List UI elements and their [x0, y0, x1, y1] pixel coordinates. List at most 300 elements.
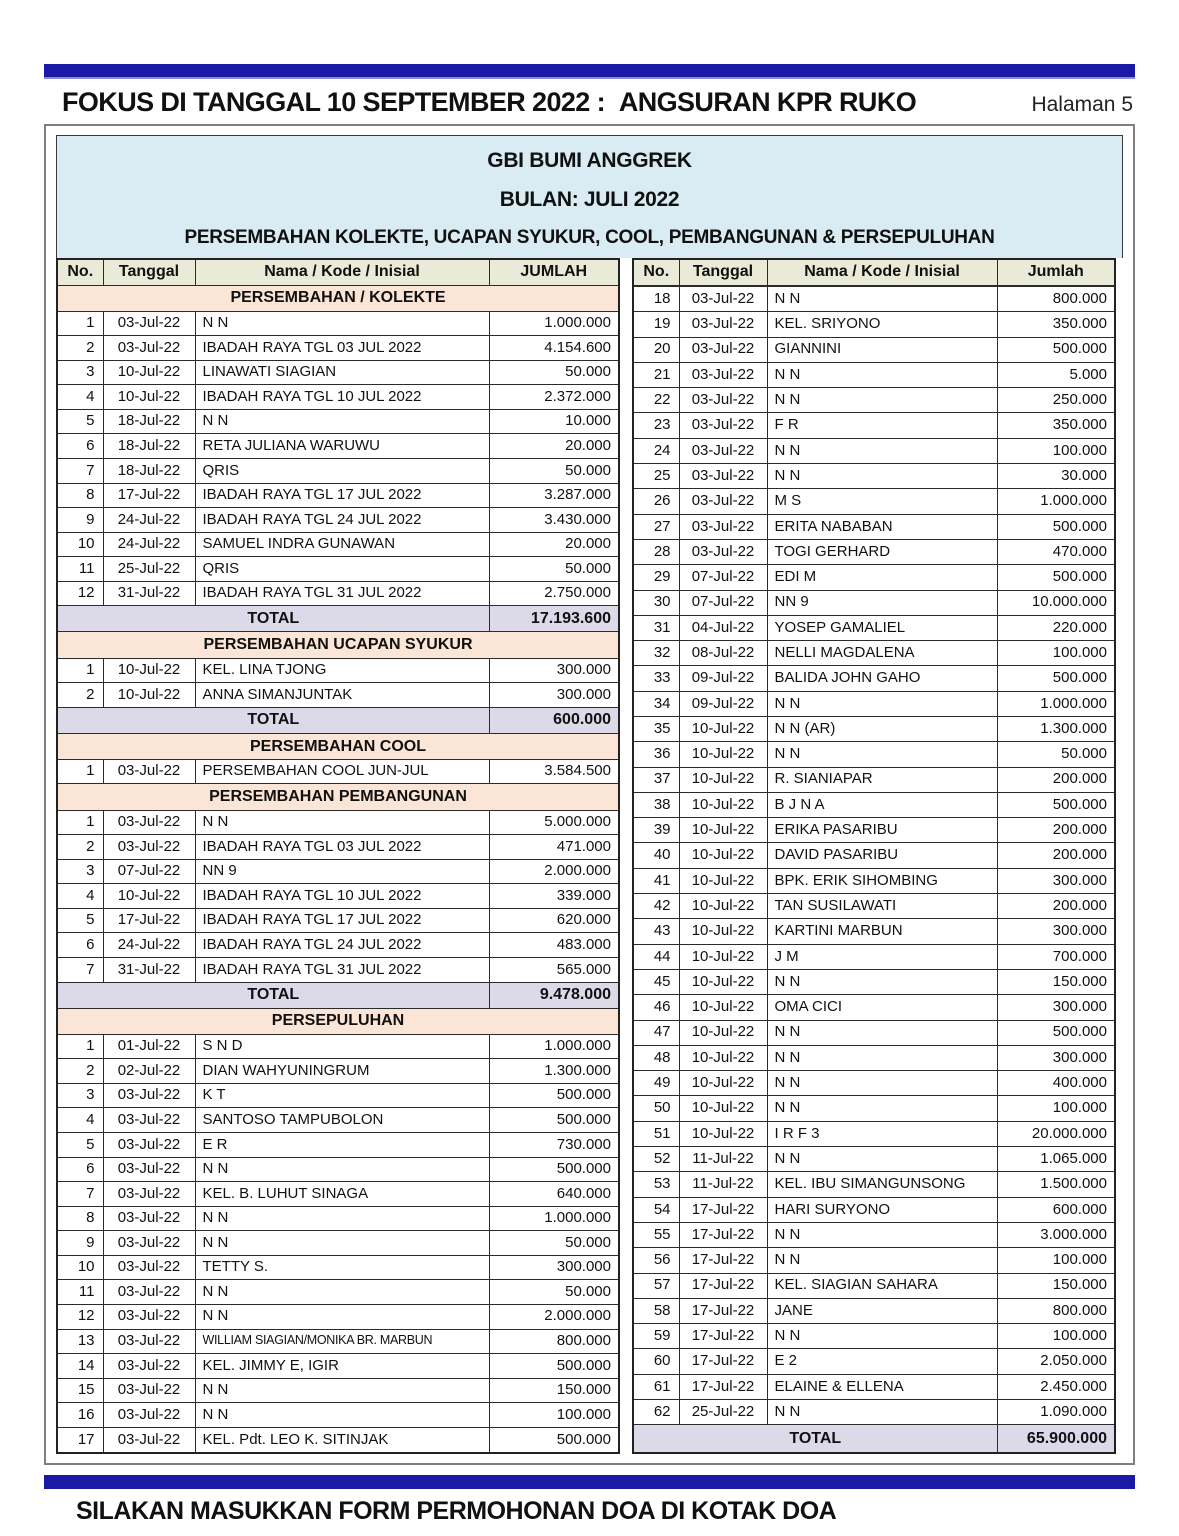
entry-amount: 500.000	[997, 337, 1115, 362]
entry-date: 07-Jul-22	[679, 590, 767, 615]
entry-name: ELAINE & ELLENA	[767, 1374, 997, 1399]
entry-no: 45	[633, 969, 679, 994]
entry-row	[57, 1280, 619, 1305]
entry-amount: 100.000	[997, 438, 1115, 463]
entry-date: 03-Jul-22	[679, 413, 767, 438]
entry-no: 3	[57, 1083, 103, 1108]
entry-date: 10-Jul-22	[103, 884, 195, 909]
section-title: PERSEMBAHAN / KOLEKTE	[57, 285, 619, 311]
entry-name: KEL. Pdt. LEO K. SITINJAK	[195, 1427, 489, 1453]
entry-amount: 500.000	[489, 1083, 619, 1108]
entry-date: 03-Jul-22	[679, 286, 767, 311]
entry-date: 03-Jul-22	[103, 1133, 195, 1158]
entry-date: 10-Jul-22	[103, 683, 195, 708]
entry-amount: 50.000	[489, 458, 619, 483]
entry-amount: 1.090.000	[997, 1400, 1115, 1425]
entry-date: 03-Jul-22	[103, 759, 195, 784]
entry-name: OMA CICI	[767, 995, 997, 1020]
entry-row	[633, 438, 1115, 463]
entry-row	[633, 1349, 1115, 1374]
entry-row	[57, 360, 619, 385]
entry-row	[57, 311, 619, 336]
entry-date: 09-Jul-22	[679, 691, 767, 716]
entry-name: M S	[767, 489, 997, 514]
entry-row	[633, 337, 1115, 362]
entry-no: 61	[633, 1374, 679, 1399]
entry-row	[57, 1206, 619, 1231]
entry-amount: 200.000	[997, 767, 1115, 792]
entry-date: 10-Jul-22	[679, 1071, 767, 1096]
entry-amount: 800.000	[997, 286, 1115, 311]
entry-row	[633, 1273, 1115, 1298]
entry-row	[633, 1298, 1115, 1323]
entry-date: 10-Jul-22	[679, 919, 767, 944]
column-header-amount: JUMLAH	[489, 259, 619, 285]
total-amount: 9.478.000	[489, 982, 619, 1008]
entry-amount: 3.287.000	[489, 483, 619, 508]
entry-amount: 2.372.000	[489, 385, 619, 410]
entry-name: N N	[767, 1147, 997, 1172]
report-month: BULAN: JULI 2022	[499, 188, 680, 211]
entry-date: 03-Jul-22	[679, 312, 767, 337]
entry-date: 10-Jul-22	[679, 742, 767, 767]
entry-amount: 50.000	[489, 557, 619, 582]
entry-row	[633, 362, 1115, 387]
entry-row	[57, 409, 619, 434]
entry-no: 26	[633, 489, 679, 514]
entry-date: 10-Jul-22	[679, 995, 767, 1020]
entry-row	[633, 286, 1115, 311]
entry-date: 11-Jul-22	[679, 1172, 767, 1197]
entry-no: 6	[57, 434, 103, 459]
entry-date: 02-Jul-22	[103, 1059, 195, 1084]
entry-date: 03-Jul-22	[103, 1427, 195, 1453]
entry-no: 1	[57, 311, 103, 336]
entry-name: ERITA NABABAN	[767, 514, 997, 539]
entry-date: 03-Jul-22	[679, 464, 767, 489]
entry-amount: 500.000	[489, 1427, 619, 1453]
total-label: TOTAL	[57, 707, 489, 733]
entry-date: 17-Jul-22	[679, 1349, 767, 1374]
entry-amount: 1.500.000	[997, 1172, 1115, 1197]
entry-no: 1	[57, 658, 103, 683]
entry-row	[633, 388, 1115, 413]
entry-date: 10-Jul-22	[679, 944, 767, 969]
entry-date: 17-Jul-22	[679, 1248, 767, 1273]
entry-no: 44	[633, 944, 679, 969]
entry-amount: 500.000	[997, 565, 1115, 590]
entry-date: 10-Jul-22	[103, 385, 195, 410]
entry-date: 10-Jul-22	[103, 658, 195, 683]
total-amount: 17.193.600	[489, 606, 619, 632]
section-header-row	[57, 1008, 619, 1034]
entry-name: IBADAH RAYA TGL 17 JUL 2022	[195, 483, 489, 508]
entry-no: 8	[57, 1206, 103, 1231]
entry-date: 24-Jul-22	[103, 532, 195, 557]
entry-row	[57, 1304, 619, 1329]
entry-no: 41	[633, 868, 679, 893]
entry-name: N N	[195, 1157, 489, 1182]
entry-row	[57, 1354, 619, 1379]
entry-no: 47	[633, 1020, 679, 1045]
section-header-row	[57, 733, 619, 759]
entry-amount: 250.000	[997, 388, 1115, 413]
entry-name: IBADAH RAYA TGL 10 JUL 2022	[195, 385, 489, 410]
entry-amount: 20.000.000	[997, 1121, 1115, 1146]
entry-row	[633, 691, 1115, 716]
total-row	[57, 707, 619, 733]
section-title: PERSEMBAHAN UCAPAN SYUKUR	[57, 632, 619, 658]
entry-amount: 300.000	[997, 1045, 1115, 1070]
entry-date: 07-Jul-22	[679, 565, 767, 590]
entry-row	[57, 957, 619, 982]
entry-row	[633, 1400, 1115, 1425]
entry-name: N N	[195, 409, 489, 434]
entry-row	[633, 1324, 1115, 1349]
section-title: PERSEMBAHAN PEMBANGUNAN	[57, 784, 619, 810]
entry-name: N N	[767, 1045, 997, 1070]
entry-row	[633, 995, 1115, 1020]
entry-row	[57, 508, 619, 533]
footer-announcement: SILAKAN MASUKKAN FORM PERMOHONAN DOA DI KOTAK DOA	[76, 1497, 837, 1525]
entry-row	[633, 716, 1115, 741]
entry-date: 03-Jul-22	[103, 1108, 195, 1133]
entry-date: 03-Jul-22	[679, 362, 767, 387]
entry-row	[633, 590, 1115, 615]
entry-no: 2	[57, 683, 103, 708]
column-header-row	[633, 259, 1115, 285]
entry-amount: 20.000	[489, 434, 619, 459]
entry-date: 03-Jul-22	[679, 337, 767, 362]
entry-date: 25-Jul-22	[679, 1400, 767, 1425]
entry-amount: 100.000	[997, 641, 1115, 666]
entry-amount: 100.000	[997, 1248, 1115, 1273]
bottom-divider-bar	[44, 1475, 1135, 1489]
entry-no: 11	[57, 557, 103, 582]
entry-date: 03-Jul-22	[103, 835, 195, 860]
entry-no: 55	[633, 1222, 679, 1247]
entry-name: YOSEP GAMALIEL	[767, 615, 997, 640]
entry-amount: 2.000.000	[489, 1304, 619, 1329]
entry-no: 25	[633, 464, 679, 489]
entry-amount: 1.000.000	[489, 1034, 619, 1059]
entry-amount: 470.000	[997, 539, 1115, 564]
entry-date: 17-Jul-22	[103, 483, 195, 508]
entry-name: N N	[767, 1071, 997, 1096]
entry-no: 39	[633, 818, 679, 843]
entry-no: 49	[633, 1071, 679, 1096]
entry-no: 28	[633, 539, 679, 564]
entry-date: 17-Jul-22	[679, 1298, 767, 1323]
entry-name: TOGI GERHARD	[767, 539, 997, 564]
entry-date: 03-Jul-22	[103, 1206, 195, 1231]
entry-row	[633, 1197, 1115, 1222]
entry-no: 11	[57, 1280, 103, 1305]
entry-name: IBADAH RAYA TGL 17 JUL 2022	[195, 908, 489, 933]
entry-no: 48	[633, 1045, 679, 1070]
entry-amount: 200.000	[997, 894, 1115, 919]
entry-no: 12	[57, 1304, 103, 1329]
total-amount: 65.900.000	[997, 1425, 1115, 1453]
entry-no: 24	[633, 438, 679, 463]
page-header	[62, 87, 1133, 118]
entry-row	[633, 666, 1115, 691]
entry-date: 03-Jul-22	[103, 1403, 195, 1428]
church-name: GBI BUMI ANGGREK	[487, 149, 692, 172]
entry-name: BPK. ERIK SIHOMBING	[767, 868, 997, 893]
entry-date: 10-Jul-22	[679, 894, 767, 919]
entry-row	[633, 615, 1115, 640]
entry-amount: 565.000	[489, 957, 619, 982]
entry-no: 4	[57, 1108, 103, 1133]
entry-row	[57, 835, 619, 860]
entry-amount: 2.000.000	[489, 859, 619, 884]
entry-name: N N	[195, 1304, 489, 1329]
column-header-no: No.	[633, 259, 679, 285]
entry-no: 7	[57, 1182, 103, 1207]
entry-row	[633, 1121, 1115, 1146]
entry-name: KARTINI MARBUN	[767, 919, 997, 944]
entry-row	[57, 933, 619, 958]
entry-date: 17-Jul-22	[679, 1324, 767, 1349]
entry-name: IBADAH RAYA TGL 24 JUL 2022	[195, 508, 489, 533]
entry-row	[57, 1329, 619, 1354]
entry-amount: 20.000	[489, 532, 619, 557]
entry-row	[633, 792, 1115, 817]
entry-name: N N	[767, 969, 997, 994]
entry-amount: 300.000	[997, 919, 1115, 944]
entry-no: 1	[57, 810, 103, 835]
entry-amount: 500.000	[997, 1020, 1115, 1045]
entry-row	[57, 1108, 619, 1133]
entry-date: 01-Jul-22	[103, 1034, 195, 1059]
entry-date: 10-Jul-22	[679, 1096, 767, 1121]
entry-no: 10	[57, 532, 103, 557]
entry-name: KEL. IBU SIMANGUNSONG	[767, 1172, 997, 1197]
entry-no: 36	[633, 742, 679, 767]
entry-row	[57, 483, 619, 508]
column-header-row	[57, 259, 619, 285]
entry-row	[633, 969, 1115, 994]
entry-amount: 2.450.000	[997, 1374, 1115, 1399]
entry-name: N N	[767, 742, 997, 767]
column-header-name: Nama / Kode / Inisial	[767, 259, 997, 285]
entry-name: JANE	[767, 1298, 997, 1323]
section-header-row	[57, 784, 619, 810]
entry-amount: 500.000	[489, 1157, 619, 1182]
entry-date: 10-Jul-22	[679, 792, 767, 817]
entry-name: EDI M	[767, 565, 997, 590]
entry-no: 62	[633, 1400, 679, 1425]
total-row	[57, 606, 619, 632]
entry-name: IBADAH RAYA TGL 03 JUL 2022	[195, 835, 489, 860]
entry-row	[57, 1133, 619, 1158]
entry-date: 10-Jul-22	[679, 1045, 767, 1070]
entry-no: 6	[57, 1157, 103, 1182]
entry-name: PERSEMBAHAN COOL JUN-JUL	[195, 759, 489, 784]
entry-amount: 339.000	[489, 884, 619, 909]
entry-name: N N	[195, 1378, 489, 1403]
entry-amount: 200.000	[997, 843, 1115, 868]
entry-no: 52	[633, 1147, 679, 1172]
entry-name: BALIDA JOHN GAHO	[767, 666, 997, 691]
entry-row	[57, 1403, 619, 1428]
entry-no: 5	[57, 1133, 103, 1158]
entry-date: 07-Jul-22	[103, 859, 195, 884]
entry-no: 21	[633, 362, 679, 387]
entry-name: N N	[767, 1222, 997, 1247]
entry-name: E R	[195, 1133, 489, 1158]
entry-amount: 300.000	[997, 995, 1115, 1020]
entry-date: 17-Jul-22	[103, 908, 195, 933]
section-header-row	[57, 632, 619, 658]
entry-name: N N	[195, 1280, 489, 1305]
entry-no: 15	[57, 1378, 103, 1403]
entry-amount: 4.154.600	[489, 336, 619, 361]
entry-name: IBADAH RAYA TGL 03 JUL 2022	[195, 336, 489, 361]
entry-date: 03-Jul-22	[103, 1304, 195, 1329]
entry-name: N N	[195, 1231, 489, 1256]
entry-amount: 483.000	[489, 933, 619, 958]
entry-amount: 100.000	[997, 1096, 1115, 1121]
entry-date: 10-Jul-22	[679, 767, 767, 792]
entry-row	[633, 818, 1115, 843]
report-subtitle: PERSEMBAHAN KOLEKTE, UCAPAN SYUKUR, COOL, PEMBANGUNAN & PERSEPULUHAN	[184, 227, 995, 248]
entry-no: 53	[633, 1172, 679, 1197]
report-box	[44, 124, 1135, 1465]
entry-row	[633, 565, 1115, 590]
entry-date: 03-Jul-22	[103, 311, 195, 336]
entry-row	[633, 767, 1115, 792]
entry-date: 03-Jul-22	[679, 539, 767, 564]
entry-amount: 350.000	[997, 413, 1115, 438]
entry-date: 10-Jul-22	[679, 1020, 767, 1045]
entry-no: 43	[633, 919, 679, 944]
entry-amount: 5.000.000	[489, 810, 619, 835]
entry-no: 31	[633, 615, 679, 640]
entry-no: 51	[633, 1121, 679, 1146]
entry-amount: 200.000	[997, 818, 1115, 843]
entry-no: 7	[57, 957, 103, 982]
entry-amount: 620.000	[489, 908, 619, 933]
entry-amount: 30.000	[997, 464, 1115, 489]
entry-name: KEL. B. LUHUT SINAGA	[195, 1182, 489, 1207]
entry-no: 9	[57, 1231, 103, 1256]
entry-row	[633, 1222, 1115, 1247]
top-divider-bar	[44, 64, 1135, 79]
entry-no: 8	[57, 483, 103, 508]
entry-date: 03-Jul-22	[103, 336, 195, 361]
entry-date: 17-Jul-22	[679, 1374, 767, 1399]
entry-row	[57, 810, 619, 835]
entry-name: SAMUEL INDRA GUNAWAN	[195, 532, 489, 557]
entry-amount: 1.000.000	[489, 311, 619, 336]
entry-date: 03-Jul-22	[103, 1354, 195, 1379]
entry-no: 13	[57, 1329, 103, 1354]
entry-name: KEL. JIMMY E, IGIR	[195, 1354, 489, 1379]
entry-row	[57, 336, 619, 361]
entry-date: 24-Jul-22	[103, 933, 195, 958]
total-amount: 600.000	[489, 707, 619, 733]
total-label: TOTAL	[57, 606, 489, 632]
entry-row	[633, 641, 1115, 666]
entry-row	[633, 1020, 1115, 1045]
entry-row	[633, 1172, 1115, 1197]
entry-amount: 600.000	[997, 1197, 1115, 1222]
entry-no: 2	[57, 336, 103, 361]
entry-name: QRIS	[195, 557, 489, 582]
entry-row	[57, 581, 619, 606]
entry-amount: 50.000	[489, 360, 619, 385]
entry-date: 17-Jul-22	[679, 1273, 767, 1298]
entry-no: 1	[57, 1034, 103, 1059]
entry-row	[633, 944, 1115, 969]
entry-date: 03-Jul-22	[103, 1378, 195, 1403]
entry-name: NN 9	[767, 590, 997, 615]
entry-no: 5	[57, 908, 103, 933]
entry-name: N N (AR)	[767, 716, 997, 741]
entry-date: 03-Jul-22	[103, 810, 195, 835]
report-title-banner	[56, 135, 1123, 258]
entry-amount: 1.300.000	[997, 716, 1115, 741]
entry-amount: 500.000	[997, 792, 1115, 817]
entry-date: 03-Jul-22	[103, 1157, 195, 1182]
entry-row	[633, 894, 1115, 919]
entry-no: 58	[633, 1298, 679, 1323]
entry-row	[57, 1182, 619, 1207]
entry-amount: 50.000	[489, 1280, 619, 1305]
entry-amount: 2.050.000	[997, 1349, 1115, 1374]
entry-no: 27	[633, 514, 679, 539]
entry-amount: 730.000	[489, 1133, 619, 1158]
entry-no: 50	[633, 1096, 679, 1121]
entry-amount: 150.000	[997, 1273, 1115, 1298]
entry-no: 5	[57, 409, 103, 434]
entry-date: 10-Jul-22	[679, 1121, 767, 1146]
entry-no: 23	[633, 413, 679, 438]
entry-amount: 500.000	[489, 1108, 619, 1133]
entry-name: N N	[767, 286, 997, 311]
entry-date: 11-Jul-22	[679, 1147, 767, 1172]
entry-amount: 1.065.000	[997, 1147, 1115, 1172]
entry-name: IBADAH RAYA TGL 31 JUL 2022	[195, 581, 489, 606]
entry-name: N N	[195, 1403, 489, 1428]
entry-name: RETA JULIANA WARUWU	[195, 434, 489, 459]
entry-row	[57, 1059, 619, 1084]
entry-name: J M	[767, 944, 997, 969]
entry-no: 16	[57, 1403, 103, 1428]
entry-name: ERIKA PASARIBU	[767, 818, 997, 843]
entry-no: 6	[57, 933, 103, 958]
entry-amount: 100.000	[489, 1403, 619, 1428]
offerings-table-left	[56, 258, 620, 1454]
entry-date: 25-Jul-22	[103, 557, 195, 582]
tables-container	[56, 258, 1123, 1454]
entry-name: N N	[767, 1324, 997, 1349]
entry-row	[633, 1045, 1115, 1070]
section-title: PERSEMBAHAN COOL	[57, 733, 619, 759]
entry-row	[57, 434, 619, 459]
entry-date: 31-Jul-22	[103, 581, 195, 606]
total-label: TOTAL	[633, 1425, 997, 1453]
entry-name: N N	[767, 1020, 997, 1045]
entry-amount: 800.000	[489, 1329, 619, 1354]
entry-no: 18	[633, 286, 679, 311]
entry-date: 24-Jul-22	[103, 508, 195, 533]
entry-name: ANNA SIMANJUNTAK	[195, 683, 489, 708]
entry-amount: 1.000.000	[489, 1206, 619, 1231]
column-header-date: Tanggal	[679, 259, 767, 285]
